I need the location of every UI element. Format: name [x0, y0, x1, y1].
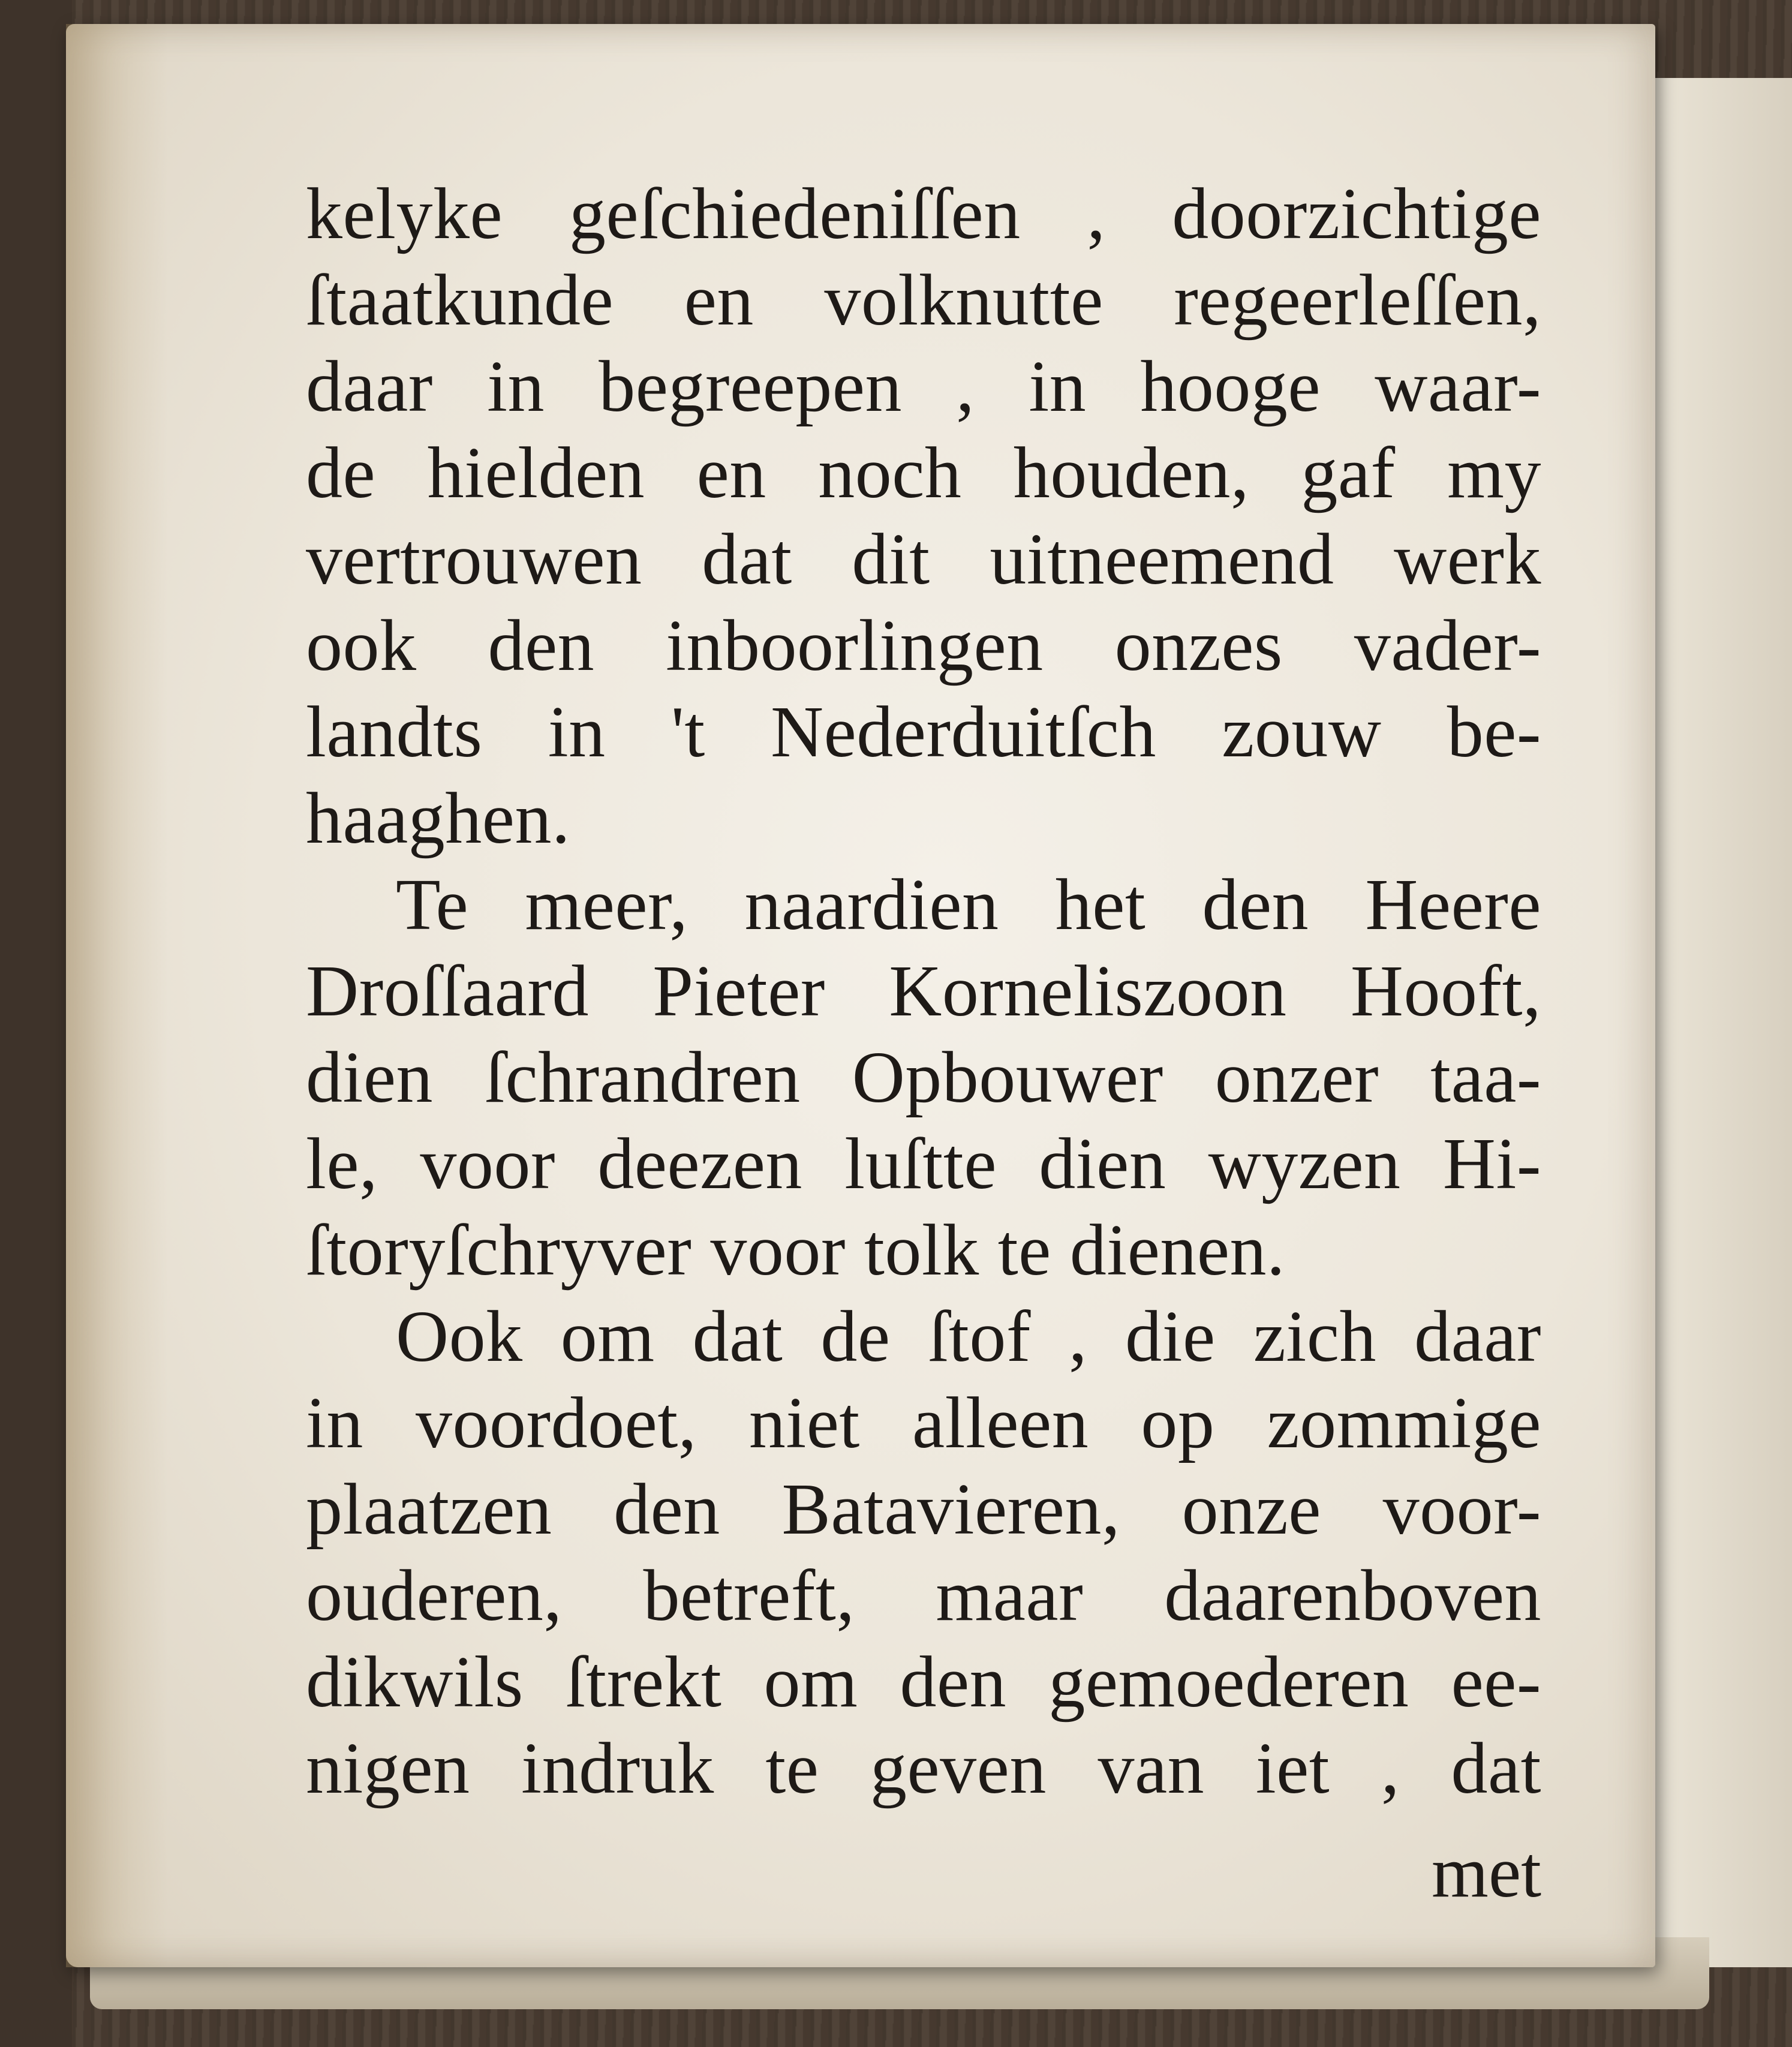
text-line: ſtaatkunde en volknutte regeerleſſen, [306, 260, 1541, 341]
facing-page-edge [1631, 78, 1792, 1967]
text-line: plaatzen den Batavieren, onze voor- [306, 1469, 1541, 1550]
table-surface [0, 0, 72, 2047]
page-text [306, 171, 1541, 1812]
text-line: in voordoet, niet alleen op zommige [306, 1382, 1541, 1463]
text-line: nigen indruk te geven van iet , dat [306, 1728, 1541, 1809]
text-line: ouderen, betreft, maar daarenboven [306, 1555, 1541, 1636]
text-line: le, voor deezen luſtte dien wyzen Hi- [306, 1123, 1541, 1204]
text-line: ſtoryſchryver voor tolk te dienen. [306, 1210, 1286, 1291]
text-line: Te meer, naardien het den Heere [396, 864, 1541, 945]
text-line: kelyke geſchiedeniſſen , doorzichtige [306, 173, 1541, 254]
page-stain [66, 24, 168, 1967]
text-line: dikwils ſtrekt om den gemoederen ee- [306, 1642, 1541, 1723]
text-line: de hielden en noch houden, gaf my [306, 432, 1541, 513]
text-line: haaghen. [306, 778, 570, 859]
text-line: Ook om dat de ſtof , die zich daar [396, 1296, 1541, 1377]
catchword: met [1432, 1832, 1541, 1913]
text-line: daar in begreepen , in hooge waar- [306, 346, 1541, 427]
text-line: ook den inboorlingen onzes vader- [306, 605, 1541, 686]
text-line: dien ſchrandren Opbouwer onzer taa- [306, 1037, 1541, 1118]
text-line: landts in 't Nederduitſch zouw be- [306, 692, 1541, 772]
text-line: Droſſaard Pieter Korneliszoon Hooft, [306, 951, 1541, 1032]
text-line: vertrouwen dat dit uitneemend werk [306, 519, 1541, 600]
